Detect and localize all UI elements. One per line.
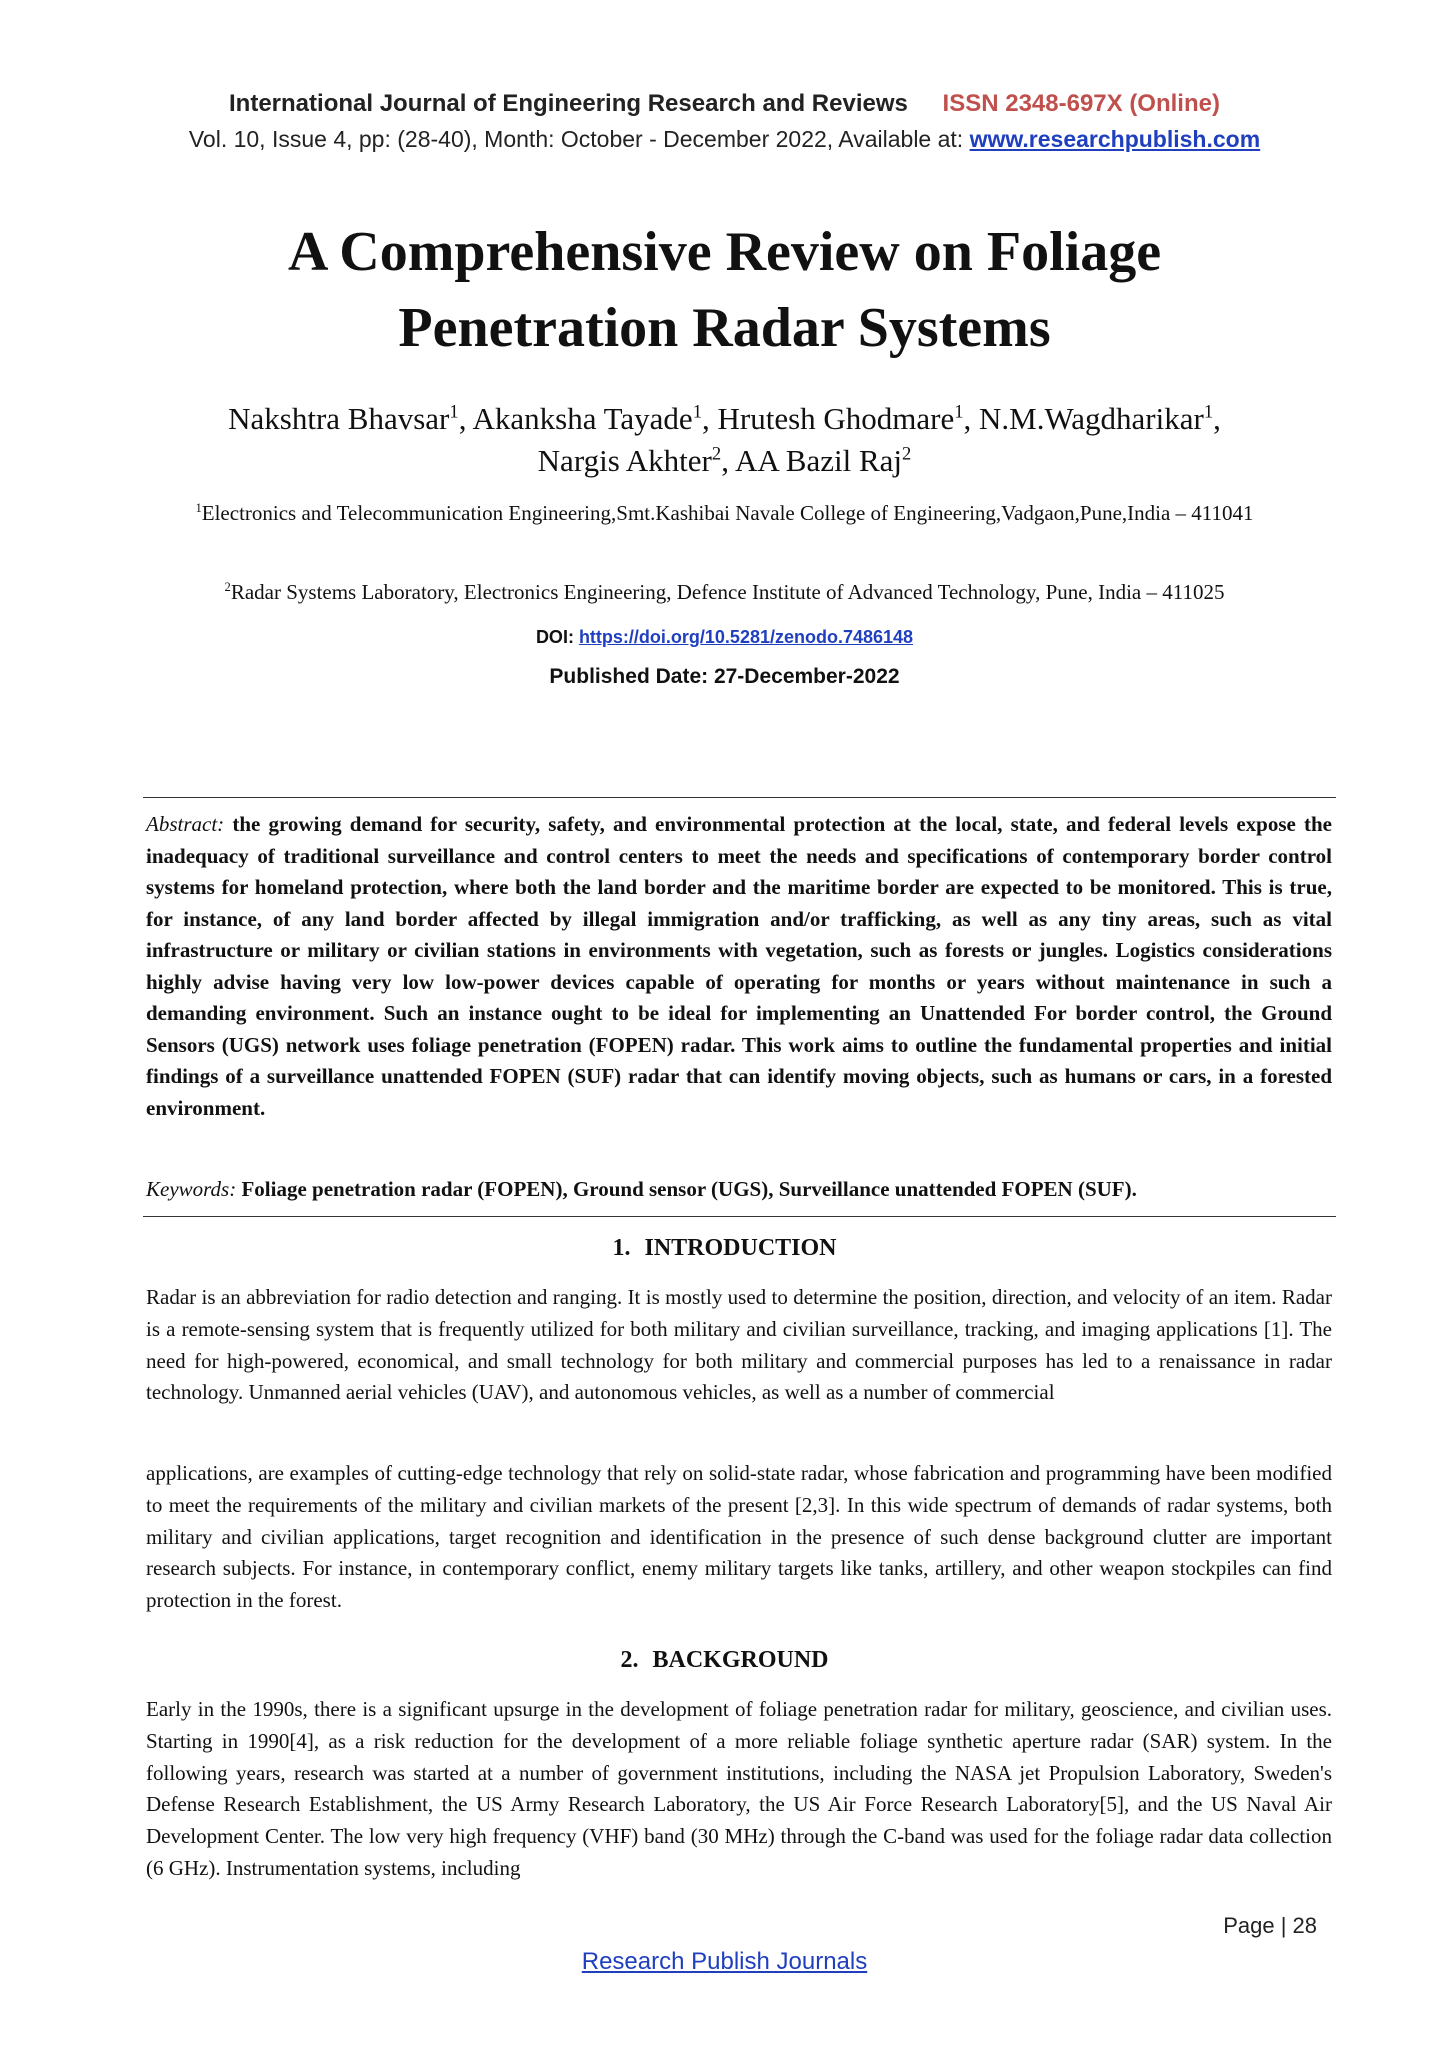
doi-link[interactable]: https://doi.org/10.5281/zenodo.7486148 (578, 627, 914, 647)
paper-title (100, 214, 1349, 366)
author-name: AA Bazil Raj (734, 443, 903, 478)
affiliation-2 (100, 577, 1349, 608)
title-line-1: A Comprehensive Review on Foliage (287, 221, 1162, 283)
author-name: Hrutesh Ghodmare (717, 401, 955, 436)
abstract-text: the growing demand for security, safety, and environmental protection at the local, state, and federal levels expose the inadequacy of traditional surveillance and control centers to meet the needs and specifications of contemporary border control systems for homeland protection, where both the land border and the maritime border are expected to be monitored. This is true, for instance, of any land border affected by illegal immigration and/or trafficking, as well as any tiny areas, such as vital infrastructure or military or civilian stations in environments with vegetation, such as forests or jungles. Logistics considerations highly advise having very low low-power devices capable of operating for months or years without maintenance in such a demanding environment. Such an instance ought to be ideal for implementing an Unattended For border control, the Ground Sensors (UGS) network uses foliage penetration (FOPEN) radar. This work aims to outline the fundamental properties and initial findings of a surveillance unattended FOPEN (SUF) radar that can identify moving objects, such as humans or cars, in a forested environment. (146, 812, 1332, 1120)
abstract-top-rule (143, 797, 1336, 798)
affiliation-number: 1 (195, 501, 202, 515)
page-number: Page | 28 (1223, 1913, 1317, 1938)
doi-label: DOI: (535, 627, 579, 647)
section-title: INTRODUCTION (644, 1235, 837, 1261)
author-affiliation-mark: 1 (449, 401, 459, 423)
journal-header (0, 90, 1449, 118)
author-affiliation-mark: 2 (711, 443, 722, 465)
author-affiliation-mark: 2 (902, 443, 912, 465)
author-line-2: Nargis Akhter$^2$, AA Bazil Raj$^2$ (537, 443, 912, 478)
title-line-2: Penetration Radar Systems (398, 297, 1051, 359)
affiliation-1 (150, 498, 1299, 529)
website-link[interactable]: www.researchpublish.com (969, 126, 1261, 152)
volume-info: Vol. 10, Issue 4, pp: (28-40), Month: October - December 2022, Available at: (188, 126, 970, 152)
author-list (100, 398, 1349, 482)
section-heading-introduction (0, 1235, 1449, 1262)
keywords-text: Foliage penetration radar (FOPEN), Ground sensor (UGS), Surveillance unattended FOPEN (SUF). (236, 1177, 1137, 1201)
abstract (146, 809, 1332, 1124)
author-name: Nakshtra Bhavsar (228, 401, 450, 436)
author-affiliation-mark: 1 (1203, 401, 1214, 423)
author-affiliation-mark: 1 (954, 401, 964, 423)
paragraph: Radar is an abbreviation for radio detection and ranging. It is mostly used to determine the position, direction, and velocity of an item. Radar is a remote-sensing system that is frequently utilized for both military and civilian surveillance, tracking, and imaging applications [1]. The need for high-powered, economical, and small technology for both military and commercial purposes has led to a renaissance in radar technology. Unmanned aerial vehicles (UAV), and autonomous vehicles, as well as a number of commercial (146, 1285, 1332, 1405)
author-name: Akanksha Tayade (472, 401, 693, 436)
footer-link[interactable]: Research Publish Journals (581, 1948, 868, 1975)
section-heading-background (0, 1647, 1449, 1674)
section-number: 2. (620, 1647, 639, 1673)
doi-line (0, 627, 1449, 648)
paragraph: Early in the 1990s, there is a significant upsurge in the development of foliage penetration radar for military, geoscience, and civilian uses. Starting in 1990[4], as a risk reduction for the development of a more reliable foliage synthetic aperture radar (SAR) system. In the following years, research was started at a number of government institutions, including the NASA jet Propulsion Laboratory, Sweden's Defense Research Establishment, the US Army Research Laboratory, the US Air Force Research Laboratory[5], and the US Naval Air Development Center. The low very high frequency (VHF) band (30 MHz) through the C-band was used for the foliage radar data collection (6 GHz). Instrumentation systems, including (146, 1697, 1332, 1880)
paragraph: applications, are examples of cutting-edge technology that rely on solid-state radar, whose fabrication and programming have been modified to meet the requirements of the military and civilian markets of the present [2,3]. In this wide spectrum of demands of radar systems, both military and civilian applications, target recognition and identification in the presence of such dense background clutter are important research subjects. For instance, in contemporary conflict, enemy military targets like tanks, artillery, and other weapon stockpiles can find protection in the forest. (146, 1461, 1332, 1613)
abstract-bottom-rule (143, 1216, 1336, 1217)
keywords (146, 1174, 1332, 1204)
abstract-label: Abstract: (146, 812, 225, 836)
section-number: 1. (612, 1235, 631, 1261)
published-date: Published Date: 27-December-2022 (549, 665, 900, 688)
affiliation-number: 2 (224, 580, 231, 594)
affiliation-text: Electronics and Telecommunication Engineering,Smt.Kashibai Navale College of Engineering,Vadgaon,Pune,India – 411041 (201, 501, 1254, 525)
section-title: BACKGROUND (652, 1647, 829, 1673)
footer (0, 1948, 1449, 1976)
keywords-label: Keywords: (146, 1177, 237, 1201)
affiliation-text: Radar Systems Laboratory, Electronics Engineering, Defence Institute of Advanced Technology, Pune, India – 411025 (230, 580, 1225, 604)
author-affiliation-mark: 1 (692, 401, 702, 423)
journal-name: International Journal of Engineering Research and Reviews (229, 90, 908, 117)
author-name: Nargis Akhter (537, 443, 712, 478)
author-line-1: Nakshtra Bhavsar$^1$, Akanksha Tayade$^1$, Hrutesh Ghodmare$^1$, N.M.Wagdharikar$^1$, (228, 401, 1221, 436)
volume-line (0, 126, 1449, 153)
author-name: N.M.Wagdharikar (979, 401, 1204, 436)
issn: ISSN 2348-697X (Online) (942, 90, 1220, 117)
